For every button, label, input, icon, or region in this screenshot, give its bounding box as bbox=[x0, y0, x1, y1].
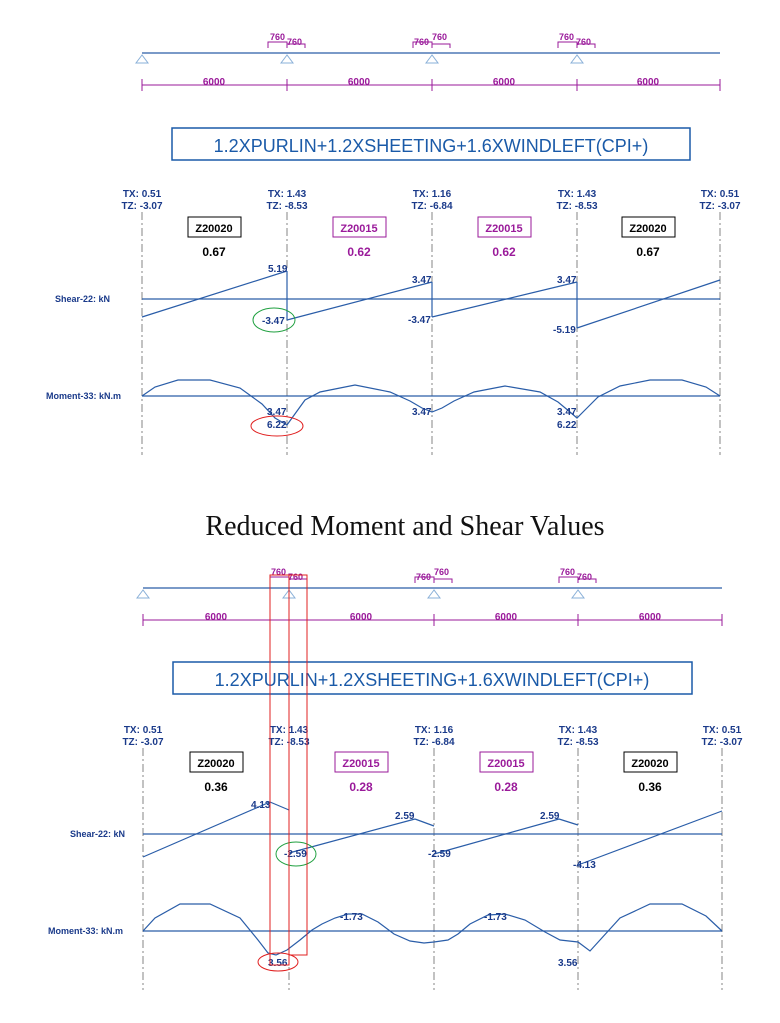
lap-label: 760 bbox=[576, 37, 592, 47]
reaction-tz: TZ: -8.53 bbox=[268, 737, 310, 748]
lap-label: 760 bbox=[434, 567, 450, 577]
section-label: Z20015 bbox=[487, 758, 525, 770]
lap-label: 760 bbox=[416, 572, 432, 582]
moment-value-labels bbox=[267, 407, 577, 431]
beam-elevation bbox=[137, 567, 722, 598]
reaction-tz: TZ: -8.53 bbox=[557, 737, 599, 748]
lap-label: 760 bbox=[559, 32, 575, 42]
lap-highlight-rect bbox=[289, 575, 307, 955]
reaction-tx: TX: 1.16 bbox=[412, 189, 452, 200]
shear-value-label: 2.59 bbox=[540, 811, 560, 822]
utilization-value: 0.36 bbox=[204, 780, 228, 794]
shear-segment bbox=[415, 819, 434, 826]
span-length-label: 6000 bbox=[204, 612, 228, 623]
moment-value-label: 6.22 bbox=[557, 420, 577, 431]
utilization-value: 0.28 bbox=[349, 780, 373, 794]
panel-original bbox=[46, 32, 741, 455]
shear-value-label: 2.59 bbox=[395, 811, 415, 822]
reaction-tx: TX: 0.51 bbox=[122, 189, 162, 200]
support-icon bbox=[137, 590, 149, 598]
section-label: Z20020 bbox=[195, 223, 233, 235]
span-dimension-line bbox=[142, 77, 720, 91]
support-icon bbox=[571, 55, 583, 63]
utilization-values bbox=[204, 780, 662, 794]
reaction-tx: TX: 1.43 bbox=[269, 725, 309, 736]
shear-value-label: 3.47 bbox=[412, 275, 432, 286]
span-length-label: 6000 bbox=[492, 77, 516, 88]
reaction-labels bbox=[122, 725, 743, 748]
load-combination-title: 1.2XPURLIN+1.2XSHEETING+1.6XWINDLEFT(CPI+) bbox=[213, 136, 649, 156]
reaction-tz: TZ: -8.53 bbox=[266, 201, 308, 212]
section-label: Z20015 bbox=[342, 758, 380, 770]
span-length-label: 6000 bbox=[638, 612, 662, 623]
shear-value-label: -3.47 bbox=[408, 315, 431, 326]
moment-value-label: 3.47 bbox=[267, 407, 287, 418]
section-label: Z20020 bbox=[197, 758, 235, 770]
lap-label: 760 bbox=[414, 37, 430, 47]
span-length-label: 6000 bbox=[202, 77, 226, 88]
shear-value-label: -4.13 bbox=[573, 860, 596, 871]
shear-axis-label: Shear-22: kN bbox=[70, 829, 126, 839]
shear-value-labels bbox=[262, 264, 577, 336]
reaction-tz: TZ: -8.53 bbox=[556, 201, 598, 212]
reaction-tz: TZ: -3.07 bbox=[122, 737, 164, 748]
lap-label: 760 bbox=[271, 567, 287, 577]
moment-value-label: 3.47 bbox=[557, 407, 577, 418]
moment-value-label: 3.56 bbox=[558, 958, 578, 969]
moment-value-label: -1.73 bbox=[484, 912, 507, 923]
section-labels bbox=[190, 752, 677, 772]
support-gridlines bbox=[142, 212, 720, 455]
shear-value-label: -2.59 bbox=[428, 849, 451, 860]
reaction-tz: TZ: -6.84 bbox=[413, 737, 455, 748]
reaction-tx: TX: 1.43 bbox=[557, 189, 597, 200]
lap-label: 760 bbox=[270, 32, 286, 42]
shear-segment bbox=[559, 819, 578, 825]
lap-label: 760 bbox=[287, 37, 303, 47]
shear-segment bbox=[270, 802, 289, 810]
shear-value-label: -5.19 bbox=[553, 325, 576, 336]
section-label: Z20015 bbox=[485, 223, 523, 235]
lap-highlight-rect bbox=[270, 575, 289, 965]
shear-segment bbox=[289, 819, 415, 853]
support-icon bbox=[136, 55, 148, 63]
reaction-tx: TX: 1.43 bbox=[267, 189, 307, 200]
utilization-value: 0.67 bbox=[636, 245, 660, 259]
lap-label: 760 bbox=[560, 567, 576, 577]
moment-axis-label: Moment-33: kN.m bbox=[48, 926, 124, 936]
load-combination-title: 1.2XPURLIN+1.2XSHEETING+1.6XWINDLEFT(CPI+) bbox=[214, 670, 650, 690]
section-labels bbox=[188, 217, 675, 237]
utilization-value: 0.28 bbox=[494, 780, 518, 794]
support-gridlines bbox=[143, 748, 722, 990]
beam-elevation bbox=[136, 32, 720, 63]
shear-segment bbox=[578, 811, 722, 865]
moment-value-label: -1.73 bbox=[340, 912, 363, 923]
shear-value-label: 3.47 bbox=[557, 275, 577, 286]
utilization-value: 0.36 bbox=[638, 780, 662, 794]
support-icon bbox=[572, 590, 584, 598]
reaction-tz: TZ: -3.07 bbox=[699, 201, 741, 212]
section-label: Z20020 bbox=[629, 223, 667, 235]
moment-axis-label: Moment-33: kN.m bbox=[46, 391, 122, 401]
reaction-tx: TX: 0.51 bbox=[700, 189, 740, 200]
moment-curve bbox=[142, 380, 720, 425]
moment-value-label: 6.22 bbox=[267, 420, 287, 431]
lap-label: 760 bbox=[577, 572, 593, 582]
page-heading: Reduced Moment and Shear Values bbox=[205, 511, 605, 542]
reaction-tx: TX: 1.16 bbox=[414, 725, 454, 736]
moment-value-labels bbox=[268, 912, 578, 969]
reaction-tx: TX: 1.43 bbox=[558, 725, 598, 736]
span-length-label: 6000 bbox=[636, 77, 660, 88]
utilization-value: 0.67 bbox=[202, 245, 226, 259]
shear-value-label: -2.59 bbox=[284, 849, 307, 860]
shear-segment bbox=[142, 271, 287, 317]
moment-value-label: 3.56 bbox=[268, 958, 288, 969]
reaction-labels bbox=[121, 189, 741, 212]
shear-axis-label: Shear-22: kN bbox=[55, 294, 111, 304]
span-length-label: 6000 bbox=[494, 612, 518, 623]
section-label: Z20020 bbox=[631, 758, 669, 770]
reaction-tx: TX: 0.51 bbox=[702, 725, 742, 736]
utilization-value: 0.62 bbox=[492, 245, 516, 259]
section-label: Z20015 bbox=[340, 223, 378, 235]
shear-value-label: -3.47 bbox=[262, 316, 285, 327]
reaction-tz: TZ: -3.07 bbox=[121, 201, 163, 212]
utilization-value: 0.62 bbox=[347, 245, 371, 259]
lap-marker bbox=[270, 577, 596, 583]
shear-segment bbox=[577, 280, 720, 328]
moment-value-label: 3.47 bbox=[412, 407, 432, 418]
lap-label: 760 bbox=[288, 572, 304, 582]
shear-value-labels bbox=[251, 800, 596, 871]
shear-value-label: 5.19 bbox=[268, 264, 288, 275]
support-icon bbox=[428, 590, 440, 598]
panel-reduced bbox=[48, 567, 743, 990]
span-length-label: 6000 bbox=[349, 612, 373, 623]
utilization-values bbox=[202, 245, 660, 259]
shear-segment bbox=[434, 819, 559, 854]
span-dimension-line bbox=[143, 612, 722, 626]
support-icon bbox=[281, 55, 293, 63]
lap-label: 760 bbox=[432, 32, 448, 42]
reaction-tz: TZ: -6.84 bbox=[411, 201, 453, 212]
reaction-tz: TZ: -3.07 bbox=[701, 737, 743, 748]
moment-curve bbox=[143, 904, 722, 955]
span-length-label: 6000 bbox=[347, 77, 371, 88]
support-icon bbox=[426, 55, 438, 63]
reaction-tx: TX: 0.51 bbox=[123, 725, 163, 736]
lap-marker bbox=[268, 42, 595, 48]
shear-value-label: 4.13 bbox=[251, 800, 271, 811]
